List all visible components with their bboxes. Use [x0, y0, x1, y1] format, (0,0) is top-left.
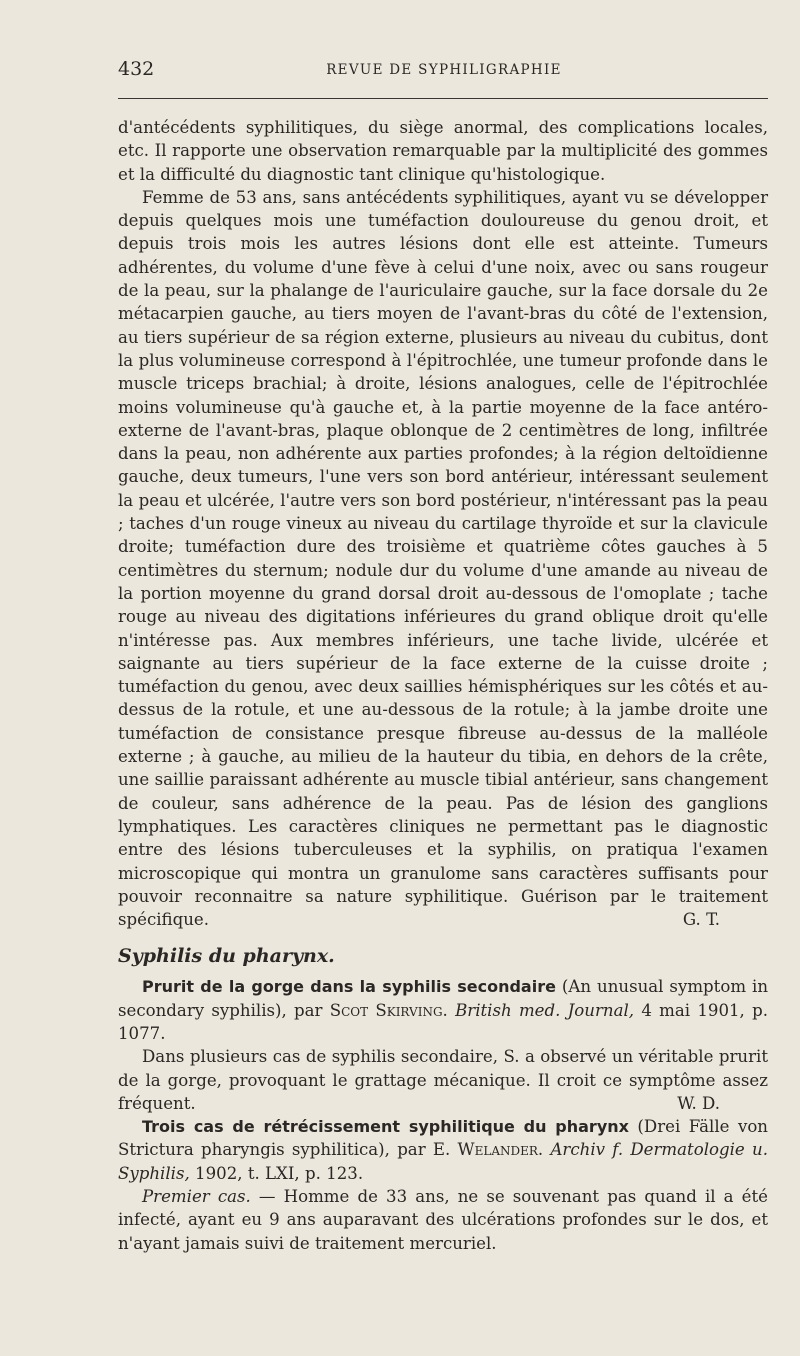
paragraph-case-report	[118, 186, 768, 932]
citation-author: Scot Skirving	[329, 1000, 443, 1020]
paragraph-continuation: d'antécédents syphilitiques, du siège anormal, des complications locales, etc. Il rapporte une observation remarquable par la multiplicité des gommes et la difficulté du diagnostic tant clinique qu'histologique.	[118, 118, 768, 184]
page-body	[118, 116, 768, 1255]
page-header	[118, 58, 770, 88]
citation-text: .	[442, 1000, 456, 1020]
citation-text: (An unusual symptom in secondary syphilis), par	[118, 977, 769, 1020]
author-signature: W. D.	[677, 1093, 720, 1113]
header-rule	[118, 98, 768, 99]
case-report-text: Femme de 53 ans, sans antécédents syphilitiques, ayant vu se développer depuis quelques mois une tuméfaction douloureuse du genou droit, et depuis trois mois les autres lésions dont elle est atteinte. Tumeurs adhérentes, du volume d'une fève à celui d'une noix, avec ou sans rougeur de la peau, sur la phalange de l'auriculaire gauche, sur la face dorsale du 2e métacarpien gauche, au tiers moyen de l'avant-bras du côté de l'extension, au tiers supérieur de sa région externe, plusieurs au niveau du cubitus, dont la plus volumineuse correspond à l'épitrochlée, une tumeur profonde dans le muscle triceps brachial; à droite, lésions analogues, celle de l'épitrochlée moins volumineuse qu'à gauche et, à la partie moyenne de la face antéro-externe de l'avant-bras, plaque oblonque de 2 centimètres de long, infiltrée dans la peau, non adhérente aux parties profondes; à la région deltoïdienne gauche, deux tumeurs, l'une vers son bord antérieur, intéressant seulement la peau et ulcérée, l'autre vers son bord postérieur, n'intéressant pas la peau ; taches d'un rouge vineux au niveau du cartilage thyroïde et sur la clavicule droite; tuméfaction dure des troisième et quatrième côtes gauches à 5 centimètres du sternum; nodule dur du volume d'une amande au niveau de la portion moyenne du grand dorsal droit au-dessous de l'omoplate ; tache rouge au niveau des digitations inférieures du grand oblique droit qu'elle n'intéresse pas. Aux membres inférieurs, une tache livide, ulcérée et saignante au tiers supérieur de la face externe de la cuisse droite ; tuméfaction du genou, avec deux saillies hémisphériques sur les côtés et au-dessus de la rotule, et une au-dessous de la rotule; à la jambe droite une tuméfaction de consistance presque fibreuse au-dessus de la malléole externe ; à gauche, au milieu de la hauteur du tibia, en dehors de la crête, une saillie paraissant adhérente au muscle tibial antérieur, sans changement de couleur, sans adhérence de la peau. Pas de lésion des ganglions lymphatiques. Les caractères cliniques ne permettant pas le diagnostic entre des lésions tuberculeuses et la syphilis, on pratiqua l'examen microscopique qui montra un granulome sans caractères suffisants pour pouvoir reconnaitre sa nature syphilitique. Guérison par le traitement spécifique.	[118, 187, 768, 930]
citation-text: 1902, t. LXI, p. 123.	[189, 1163, 364, 1183]
article-abstract	[118, 1045, 768, 1115]
citation-journal: British med. Journal,	[455, 1000, 635, 1020]
running-title: REVUE DE SYPHILIGRAPHIE	[326, 62, 562, 78]
citation-journal: Archiv f. Dermatologie u. Syphilis,	[118, 1140, 768, 1183]
citation-author: Welander	[457, 1140, 538, 1160]
article-title: Trois cas de rétrécissement syphilitique du pharynx	[142, 1117, 629, 1137]
section-title: Syphilis du pharynx.	[118, 945, 335, 968]
article-citation	[118, 975, 768, 1045]
case-text: — Homme de 33 ans, ne se souvenant pas quand il a été infecté, ayant eu 9 ans auparavant des ulcérations profondes sur le dos, et n'ayant jamais suivi de traitement mercuriel.	[118, 1187, 768, 1253]
article-citation	[118, 1115, 768, 1185]
abstract-text: Dans plusieurs cas de syphilis secondaire, S. a observé un véritable prurit de la gorge, provoquant le grattage mécanique. Il croit ce symptôme assez fréquent.	[118, 1047, 768, 1113]
citation-text: 4 mai 1901, p. 1077.	[118, 1000, 768, 1043]
citation-text: (Drei Fälle von Strictura pharyngis syphilitica), par E.	[118, 1117, 768, 1160]
author-signature: G. T.	[682, 910, 720, 930]
citation-text: .	[537, 1140, 551, 1160]
page-number: 432	[118, 58, 155, 80]
case-description	[118, 1185, 768, 1255]
case-label: Premier cas.	[142, 1187, 251, 1207]
article-title: Prurit de la gorge dans la syphilis secondaire	[142, 977, 556, 997]
